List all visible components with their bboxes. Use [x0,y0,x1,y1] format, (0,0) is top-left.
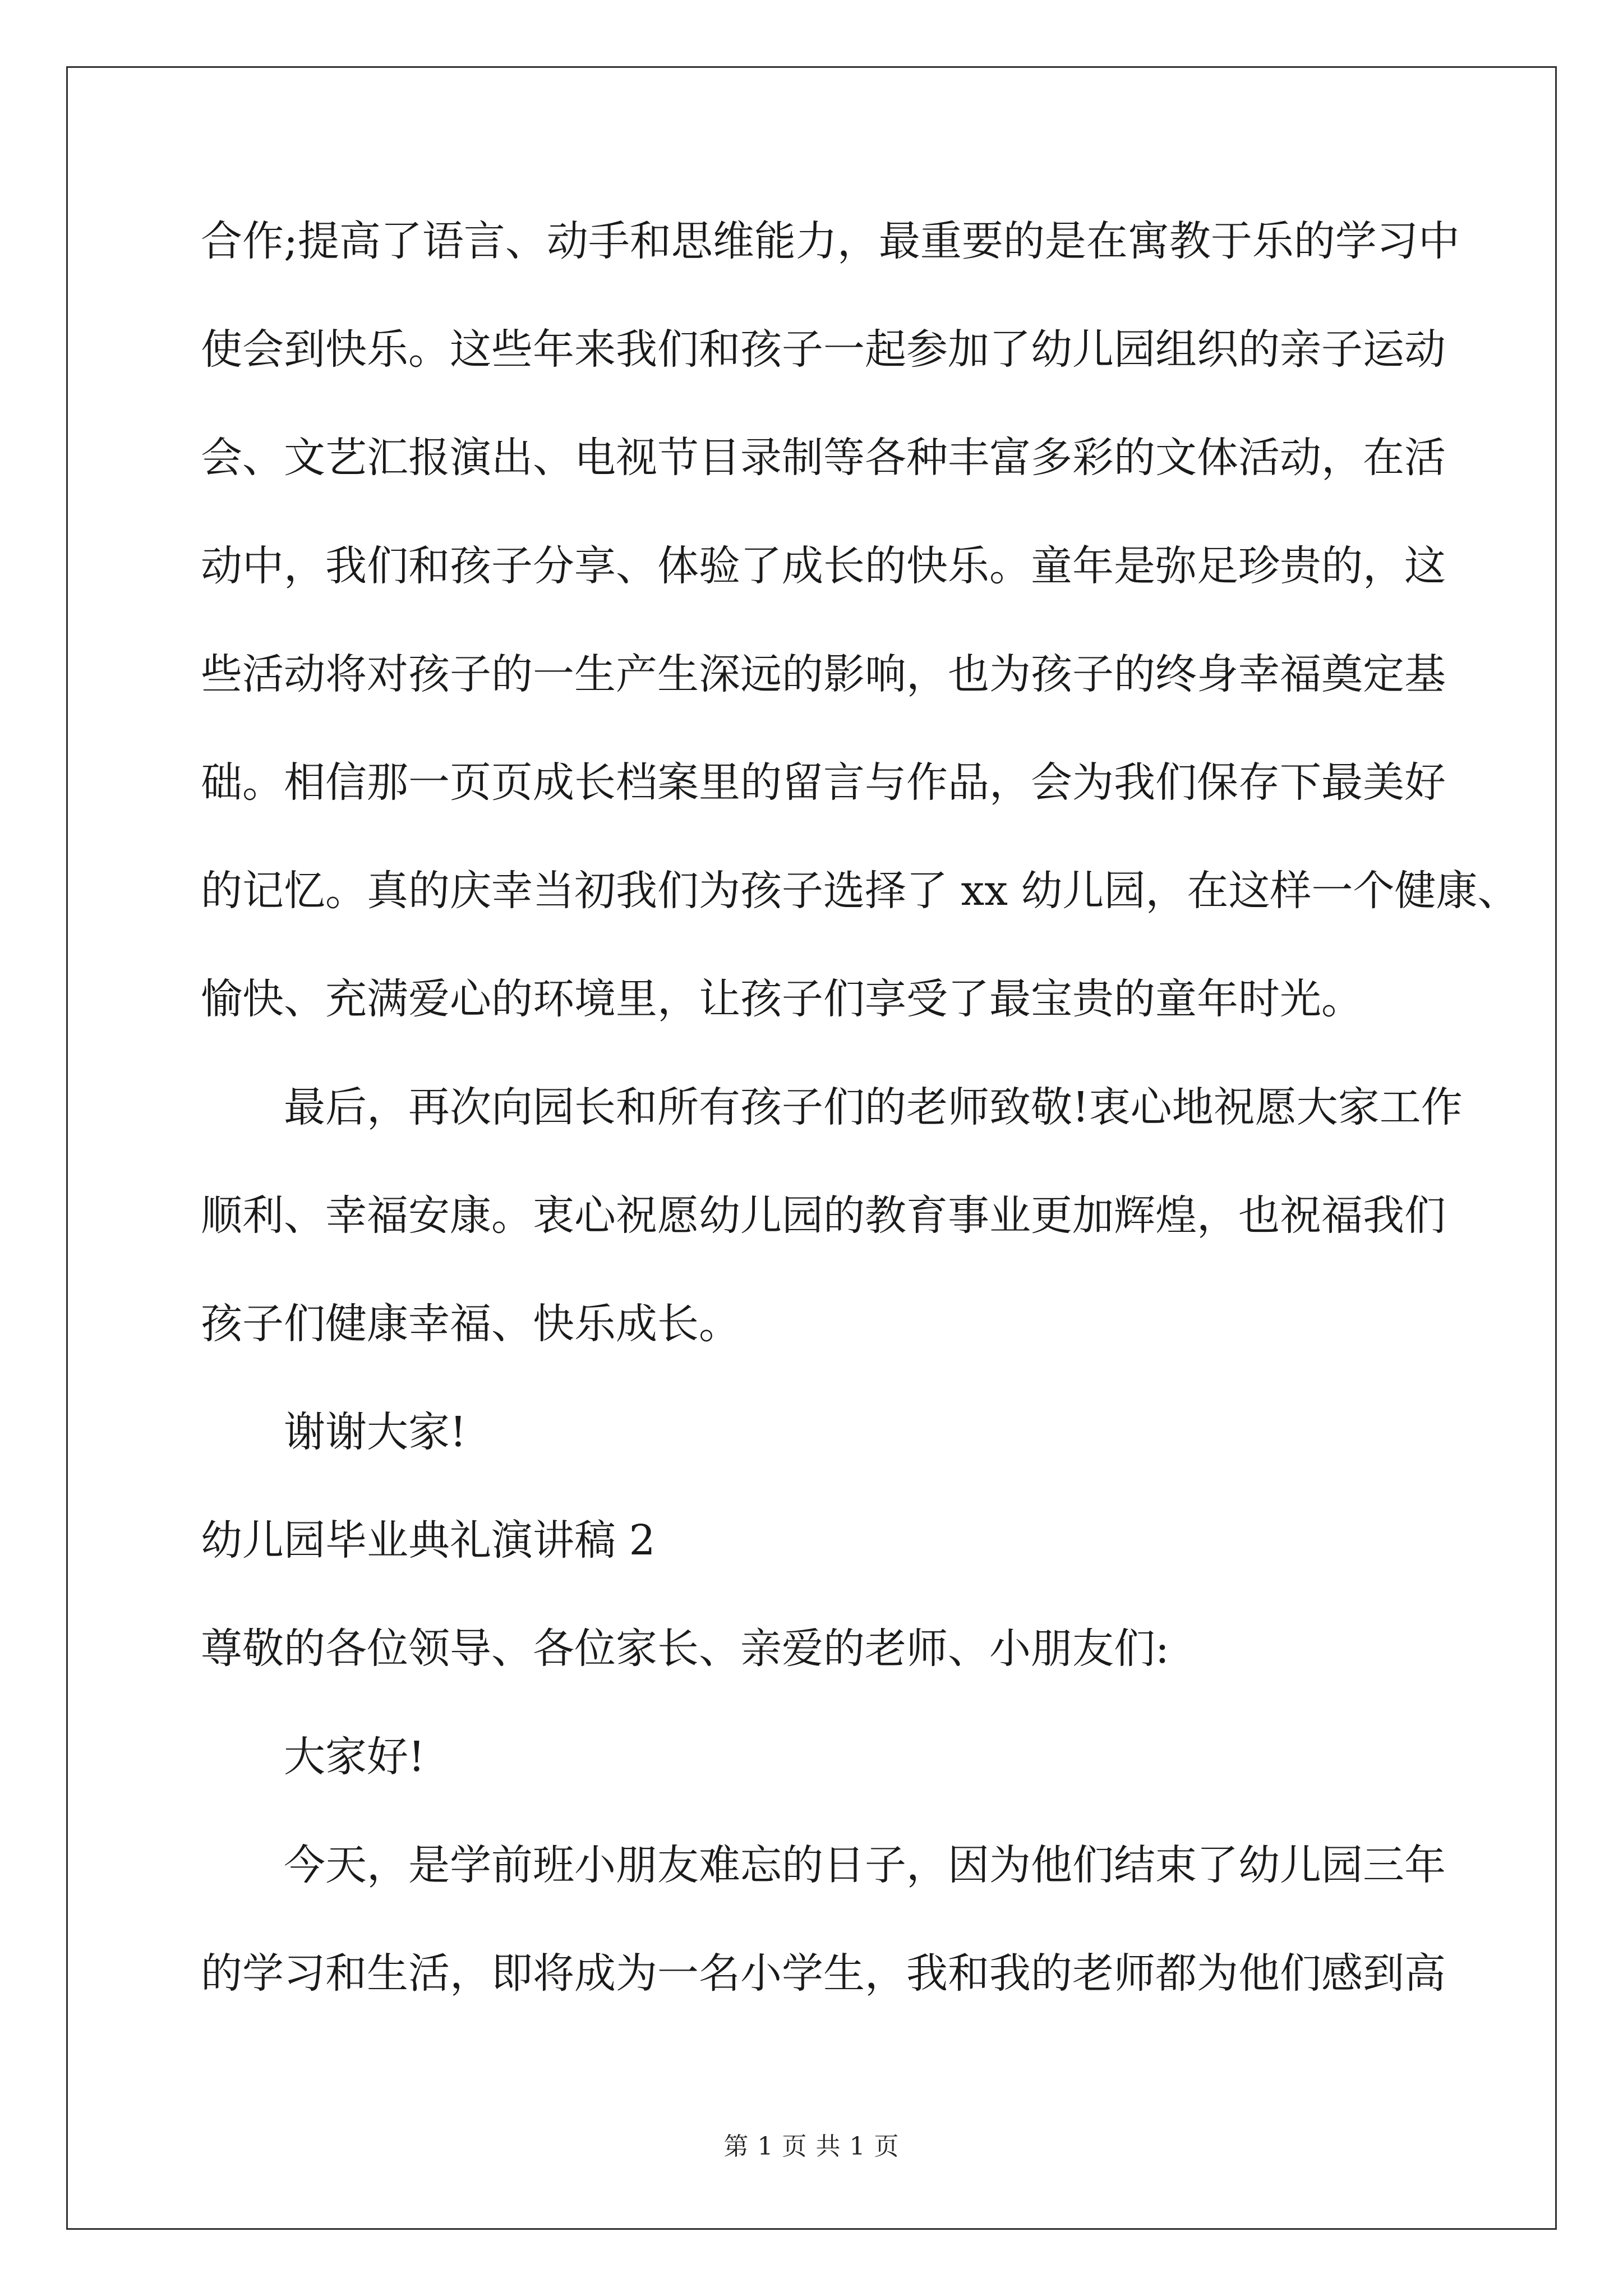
text-line-8: 愉快、充满爱心的环境里，让孩子们享受了最宝贵的童年时光。 [201,975,1363,1023]
greeting: 大家好! [284,1733,425,1781]
text-line-1: 合作;提高了语言、动手和思维能力，最重要的是在寓教于乐的学习中 [201,217,1460,265]
text-line-5: 些活动将对孩子的一生产生深远的影响，也为孩子的终身幸福奠定基 [201,650,1446,698]
text-line-16: 今天，是学前班小朋友难忘的日子，因为他们结束了幼儿园三年 [284,1841,1446,1889]
text-line-2: 使会到快乐。这些年来我们和孩子一起参加了幼儿园组织的亲子运动 [201,325,1446,374]
text-line-11: 孩子们健康幸福、快乐成长。 [201,1300,740,1348]
document-body [201,216,1519,2056]
text-line-thanks: 谢谢大家! [284,1408,467,1456]
text-line-3: 会、文艺汇报演出、电视节目录制等各种丰富多彩的文体活动，在活 [201,434,1446,482]
text-line-4: 动中，我们和孩子分享、体验了成长的快乐。童年是弥足珍贵的，这 [201,542,1446,590]
text-line-7: 的记忆。真的庆幸当初我们为孩子选择了 xx 幼儿园，在这样一个健康、 [201,867,1519,915]
text-line-9: 最后，再次向园长和所有孩子们的老师致敬!衷心地祝愿大家工作 [284,1083,1463,1131]
page-footer: 第 1 页 共 1 页 [723,2132,900,2161]
text-line-10: 顺利、幸福安康。衷心祝愿幼儿园的教育事业更加辉煌，也祝福我们 [201,1191,1446,1240]
text-line-6: 础。相信那一页页成长档案里的留言与作品，会为我们保存下最美好 [201,758,1446,807]
text-line-17: 的学习和生活，即将成为一名小学生，我和我的老师都为他们感到高 [201,1949,1446,1998]
salutation: 尊敬的各位领导、各位家长、亲爱的老师、小朋友们: [201,1625,1169,1673]
section-heading: 幼儿园毕业典礼演讲稿 2 [201,1516,656,1565]
